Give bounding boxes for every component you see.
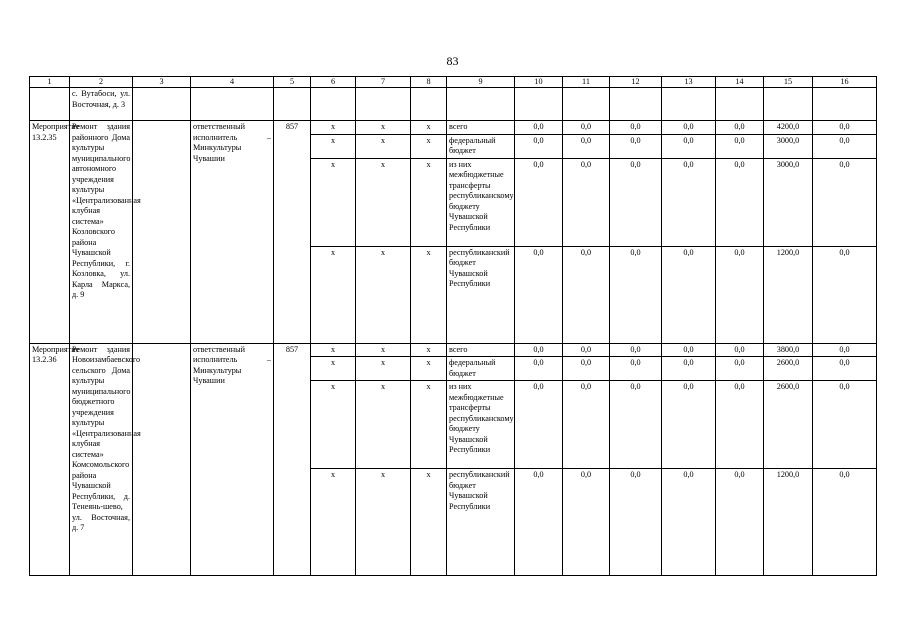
col-header: 1: [30, 77, 70, 88]
col-header: 10: [515, 77, 563, 88]
col-header: 7: [356, 77, 411, 88]
col-header: 11: [563, 77, 610, 88]
item-executor: ответственный исполнитель – Минкультуры Чувашии: [191, 343, 274, 576]
item-code: Мероприятие 13.2.36: [30, 343, 70, 576]
col-header: 2: [70, 77, 133, 88]
column-number-row: [30, 77, 877, 88]
col-header: 13: [662, 77, 716, 88]
table-row: х х х федеральный бюджет 0,0 0,0 0,0 0,0 0,0 3000,0 0,0: [30, 134, 877, 158]
funding-source: всего: [447, 121, 515, 135]
col-header: 8: [411, 77, 447, 88]
continuation-row: [30, 88, 877, 121]
table-row: х х х федеральный бюджет 0,0 0,0 0,0 0,0 0,0 2600,0 0,0: [30, 357, 877, 381]
table-row: Мероприятие 13.2.36 Ремонт здания Новоизамбаевского сельского Дома культуры муниципального бюджетного учреждения культуры «Централизованная клубная система» Комсомольского района Чувашской Республики, д. Тенеянь-шево, ул. Восточная, д. 7 ответственный исполнитель – Минкультуры Чувашии 857 х х х всего 0,0 0,0 0,0 0,0 0,0 3800,0 0,0: [30, 343, 877, 357]
table-row: х х х республиканский бюджет Чувашской Республики 0,0 0,0 0,0 0,0 0,0 1200,0 0,0: [30, 246, 877, 343]
item-code: Мероприятие 13.2.35: [30, 121, 70, 344]
col-header: 15: [764, 77, 813, 88]
col-header: 3: [133, 77, 191, 88]
table-row: х х х республиканский бюджет Чувашской Республики 0,0 0,0 0,0 0,0 0,0 1200,0 0,0: [30, 469, 877, 576]
col-header: 16: [813, 77, 877, 88]
funding-source: всего: [447, 343, 515, 357]
col-header: 14: [716, 77, 764, 88]
col-header: 9: [447, 77, 515, 88]
item-executor: ответственный исполнитель – Минкультуры Чувашии: [191, 121, 274, 344]
funding-source: из них межбюджетные трансферты республиканскому бюджету Чувашской Республики: [447, 381, 515, 469]
item-grbs: 857: [274, 343, 311, 576]
col-header: 6: [311, 77, 356, 88]
funding-source: республиканский бюджет Чувашской Республики: [447, 246, 515, 343]
item-description: Ремонт здания Новоизамбаевского сельского Дома культуры муниципального бюджетного учреждения культуры «Централизованная клубная система» Комсомольского района Чувашской Республики, д. Тенеянь-шево, ул. Восточная, д. 7: [70, 343, 133, 576]
table-row: х х х из них межбюджетные трансферты республиканскому бюджету Чувашской Республики 0,0 0,0 0,0 0,0 0,0 3000,0 0,0: [30, 158, 877, 246]
program-table: [29, 76, 877, 576]
page-number: 83: [446, 54, 459, 68]
continuation-address: с. Вутабоси, ул. Восточная, д. 3: [70, 88, 133, 121]
funding-source: республиканский бюджет Чувашской Республики: [447, 469, 515, 576]
funding-source: федеральный бюджет: [447, 134, 515, 158]
table-row: Мероприятие 13.2.35 Ремонт здания районного Дома культуры муниципального автономного учреждения культуры «Централизованная клубная система» Козловского района Чувашской Республики, г. Козловка, ул. Карла Маркса, д. 9 ответственный исполнитель – Минкультуры Чувашии 857 х х х всего 0,0 0,0 0,0 0,0 0,0 4200,0 0,0: [30, 121, 877, 135]
funding-source: федеральный бюджет: [447, 357, 515, 381]
table-row: х х х из них межбюджетные трансферты республиканскому бюджету Чувашской Республики 0,0 0,0 0,0 0,0 0,0 2600,0 0,0: [30, 381, 877, 469]
col-header: 5: [274, 77, 311, 88]
col-header: 12: [610, 77, 662, 88]
item-grbs: 857: [274, 121, 311, 344]
col-header: 4: [191, 77, 274, 88]
funding-source: из них межбюджетные трансферты республиканскому бюджету Чувашской Республики: [447, 158, 515, 246]
item-description: Ремонт здания районного Дома культуры муниципального автономного учреждения культуры «Централизованная клубная система» Козловского района Чувашской Республики, г. Козловка, ул. Карла Маркса, д. 9: [70, 121, 133, 344]
